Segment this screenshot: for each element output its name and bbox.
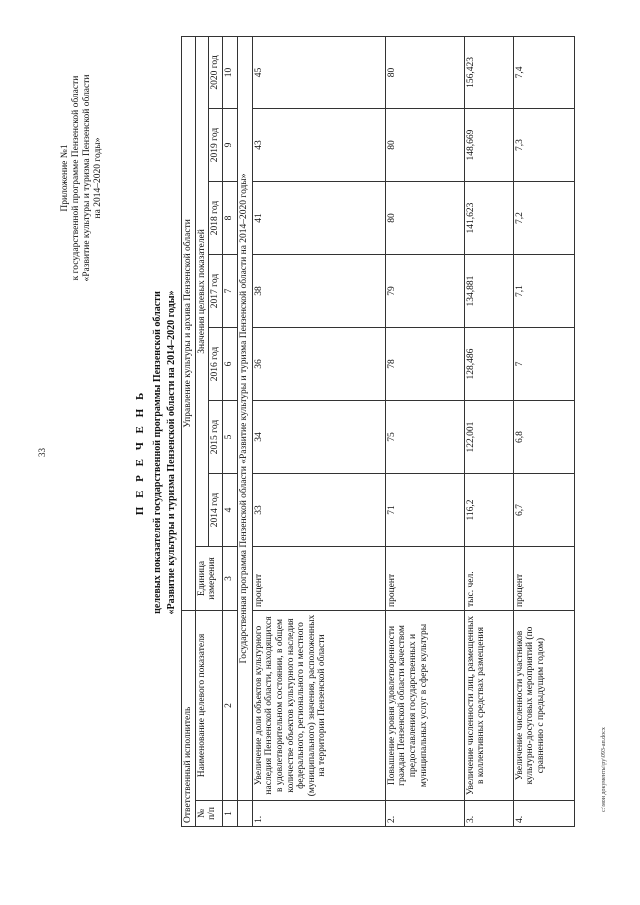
indicator-value: 75 xyxy=(385,401,464,474)
indicator-value: 6,7 xyxy=(513,474,574,547)
indicator-value: 71 xyxy=(385,474,464,547)
indicator-value: 7,4 xyxy=(513,36,574,108)
indicator-value: 128,486 xyxy=(464,328,513,401)
indicator-value: 41 xyxy=(252,182,385,255)
document-subtitle-1: целевых показателей государственной программы Пензенской области xyxy=(152,291,163,614)
indicator-value: 141,623 xyxy=(464,182,513,255)
year-header: 2019 год xyxy=(209,109,223,182)
footer-file-path: c:\мои документы\ру\093-ап.docx xyxy=(601,727,607,812)
column-header-name: Наименование целевого показателя xyxy=(195,611,222,801)
indicator-value: 43 xyxy=(252,109,385,182)
row-number: 2. xyxy=(385,801,464,827)
document-title: П Е Р Е Ч Е Н Ь xyxy=(134,389,146,516)
indicator-value: 80 xyxy=(385,182,464,255)
row-number: 3. xyxy=(464,801,513,827)
column-number: 8 xyxy=(222,182,237,255)
appendix-line-1: Приложение №1 xyxy=(60,144,70,212)
column-number: 5 xyxy=(222,401,237,474)
indicator-value: 79 xyxy=(385,255,464,328)
indicator-value: 7,1 xyxy=(513,255,574,328)
page-number: 33 xyxy=(37,448,47,457)
column-header-number: № п/п xyxy=(195,801,222,827)
table-row xyxy=(464,36,513,826)
indicator-value: 122,001 xyxy=(464,401,513,474)
appendix-line-2: к государственной программе Пензенской области xyxy=(71,75,81,281)
indicator-unit: процент xyxy=(385,547,464,611)
indicator-value: 156,423 xyxy=(464,36,513,108)
indicator-value: 45 xyxy=(252,36,385,108)
executor-label: Ответственный исполнитель xyxy=(182,611,196,827)
appendix-line-4: на 2014–2020 годы» xyxy=(93,137,103,219)
year-header: 2018 год xyxy=(209,182,223,255)
indicator-value: 134,881 xyxy=(464,255,513,328)
indicator-value: 34 xyxy=(252,401,385,474)
column-number: 1 xyxy=(222,801,237,827)
column-number: 9 xyxy=(222,109,237,182)
table-row xyxy=(385,36,464,826)
indicator-name: Увеличение численности лиц, размещенных в коллективных средствах размещения xyxy=(464,611,513,801)
appendix-line-3: «Развитие культуры и туризма Пензенской области xyxy=(82,74,92,282)
section-spacer xyxy=(237,801,252,827)
values-header: Значения целевых показателей xyxy=(195,36,209,546)
year-header: 2020 год xyxy=(209,36,223,108)
column-header-unit: Единица измерения xyxy=(195,547,222,611)
indicator-value: 7 xyxy=(513,328,574,401)
indicator-value: 78 xyxy=(385,328,464,401)
indicator-unit: процент xyxy=(252,547,385,611)
column-number: 10 xyxy=(222,36,237,108)
indicator-value: 80 xyxy=(385,109,464,182)
executor-value: Управление культуры и архива Пензенской области xyxy=(182,36,196,610)
year-header: 2017 год xyxy=(209,255,223,328)
indicator-name: Увеличение численности участников культурно-досуговых мероприятий (по сравнению с предыдущим годом) xyxy=(513,611,574,801)
indicator-value: 7,3 xyxy=(513,109,574,182)
indicator-name: Повышение уровня удовлетворенности граждан Пензенской области качеством предоставления государственных и муниципальных услуг в сфере культуры xyxy=(385,611,464,801)
row-number: 4. xyxy=(513,801,574,827)
indicator-value: 38 xyxy=(252,255,385,328)
row-number: 1. xyxy=(252,801,385,827)
column-number: 2 xyxy=(222,611,237,801)
indicator-value: 148,669 xyxy=(464,109,513,182)
column-number: 4 xyxy=(222,474,237,547)
indicator-value: 116,2 xyxy=(464,474,513,547)
indicator-value: 33 xyxy=(252,474,385,547)
column-number: 3 xyxy=(222,547,237,611)
document-subtitle-2: «Развитие культуры и туризма Пензенской области на 2014–2020 годы» xyxy=(166,290,177,615)
indicator-value: 36 xyxy=(252,328,385,401)
year-header: 2014 год xyxy=(209,474,223,547)
indicator-unit: тыс. чел. xyxy=(464,547,513,611)
year-header: 2015 год xyxy=(209,401,223,474)
indicator-unit: процент xyxy=(513,547,574,611)
indicator-value: 6,8 xyxy=(513,401,574,474)
table-row xyxy=(252,36,385,826)
column-number: 6 xyxy=(222,328,237,401)
year-header: 2016 год xyxy=(209,328,223,401)
indicators-table xyxy=(181,36,575,827)
indicator-value: 80 xyxy=(385,36,464,108)
table-row xyxy=(513,36,574,826)
indicator-name: Увеличение доли объектов культурного наследия Пензенской области, находящихся в удовлетворительном состоянии, в общем количестве объектов культурного наследия федерального, регионального и местного (муниципального) значения, расположенных на территории Пензенской области xyxy=(252,611,385,801)
indicator-value: 7,2 xyxy=(513,182,574,255)
column-number: 7 xyxy=(222,255,237,328)
section-header: Государственная программа Пензенской области «Развитие культуры и туризма Пензенской области на 2014–2020 годы» xyxy=(237,36,252,800)
appendix-block xyxy=(60,33,104,323)
